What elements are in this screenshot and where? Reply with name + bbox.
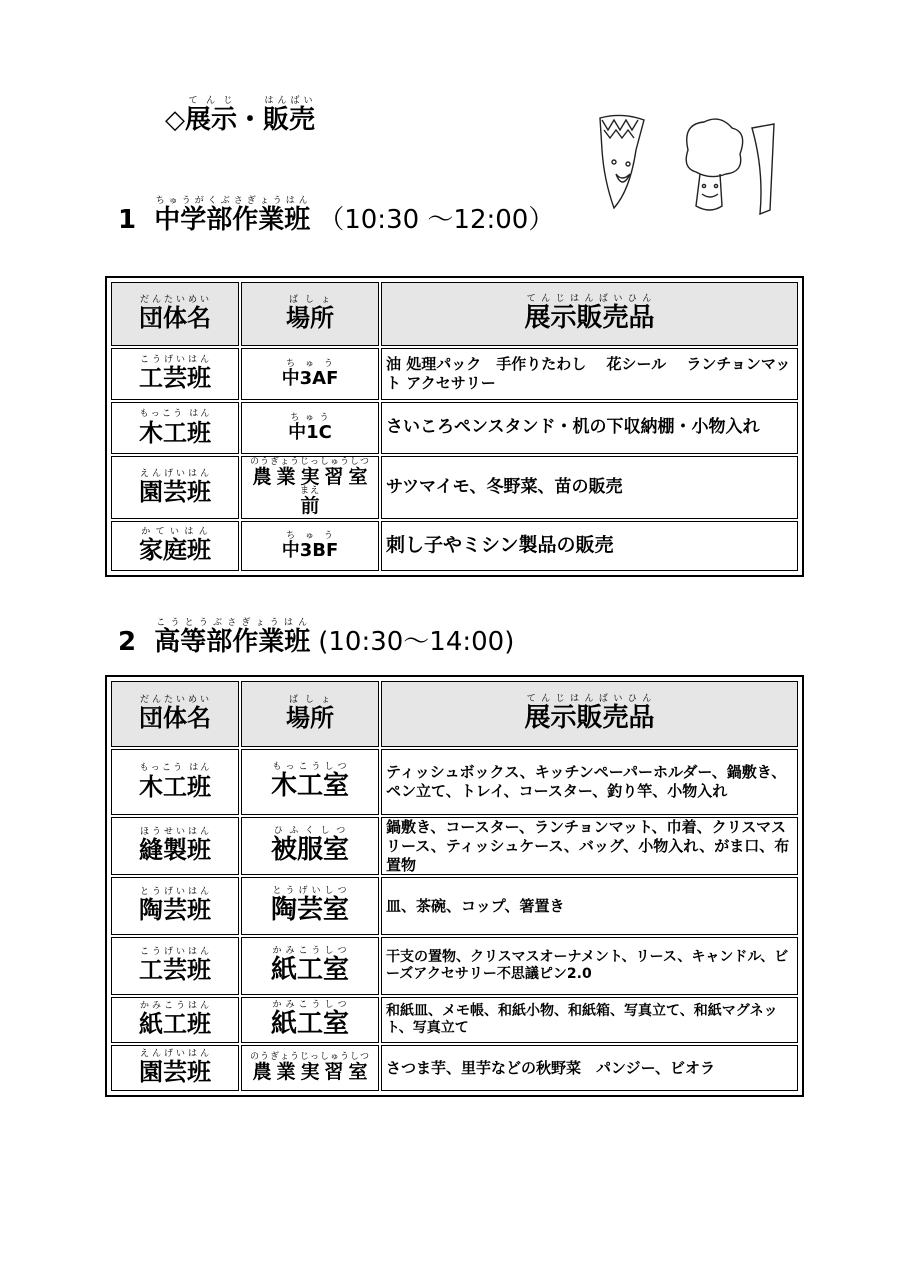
place-cell: 中1Cちゅう	[241, 402, 379, 454]
table-row	[111, 348, 798, 400]
group-name-cell: 縫製班ほうせいはん	[111, 817, 239, 875]
place-cell: 紙工室かみこうしつ	[241, 997, 379, 1043]
group-name-cell: 家庭班かていはん	[111, 521, 239, 571]
group-name-cell: 木工班もっこう はん	[111, 402, 239, 454]
group-name-cell: 工芸班こうげいはん	[111, 348, 239, 400]
group-name-cell: 木工班もっこう はん	[111, 749, 239, 815]
items-cell: 干支の置物、クリスマスオーナメント、リース、キャンドル、ビーズアクセサリー不思議ピン2.0	[381, 937, 798, 995]
table-row	[111, 1045, 798, 1091]
group-name-cell: 工芸班こうげいはん	[111, 937, 239, 995]
table-row	[111, 521, 798, 571]
header-place: 場所ばしょ	[241, 681, 379, 747]
table-header-row	[111, 282, 798, 346]
items-cell: サツマイモ、冬野菜、苗の販売	[381, 456, 798, 519]
items-cell: さいころペンスタンド・机の下収納棚・小物入れ	[381, 402, 798, 454]
header-group-name: 団体名だんたいめい	[111, 681, 239, 747]
items-cell: 鍋敷き、コースター、ランチョンマット、巾着、クリスマスリース、ティッシュケース、バッグ、小物入れ、がま口、布置物	[381, 817, 798, 875]
header-group-name: 団体名だんたいめい	[111, 282, 239, 346]
items-cell: 皿、茶碗、コップ、箸置き	[381, 877, 798, 935]
items-cell: さつま芋、里芋などの秋野菜 パンジー、ビオラ	[381, 1045, 798, 1091]
table-header-row	[111, 681, 798, 747]
section-heading-high-school: 2 高等部作業班こうとうぶさぎょうはん(10:30〜14:00)	[118, 618, 515, 657]
group-name-cell: 園芸班えんげいはん	[111, 1045, 239, 1091]
table-row	[111, 749, 798, 815]
table-row	[111, 877, 798, 935]
group-name-cell: 陶芸班とうげいはん	[111, 877, 239, 935]
group-name-cell: 園芸班えんげいはん	[111, 456, 239, 519]
header-items: 展示販売品てんじはんばいひん	[381, 681, 798, 747]
place-cell: 紙工室かみこうしつ	[241, 937, 379, 995]
table-row	[111, 997, 798, 1043]
items-cell: ティッシュボックス、キッチンペーパーホルダー、鍋敷き、ペン立て、トレイ、コースター、釣り竿、小物入れ	[381, 749, 798, 815]
diamond-icon: ◇	[165, 105, 185, 135]
table-row	[111, 817, 798, 875]
mascot-drawing-icon	[592, 110, 792, 230]
page-title: ◇展示てんじ・販売はんばい	[165, 96, 316, 135]
table-row	[111, 937, 798, 995]
place-cell: 陶芸室とうげいしつ	[241, 877, 379, 935]
place-cell: 木工室もっこうしつ	[241, 749, 379, 815]
group-name-cell: 紙工班かみこうはん	[111, 997, 239, 1043]
place-cell: 農業実習室のうぎょうじっしゅうしつ	[241, 1045, 379, 1091]
items-cell: 刺し子やミシン製品の販売	[381, 521, 798, 571]
table-row	[111, 402, 798, 454]
header-place: 場所ばしょ	[241, 282, 379, 346]
items-cell: 和紙皿、メモ帳、和紙小物、和紙箱、写真立て、和紙マグネット、写真立て	[381, 997, 798, 1043]
place-cell: 被服室ひふくしつ	[241, 817, 379, 875]
items-cell: 油 処理パック 手作りたわし 花シール ランチョンマット アクセサリー	[381, 348, 798, 400]
exhibit-table-middle-school	[105, 276, 804, 577]
place-cell: 中3AFちゅう	[241, 348, 379, 400]
header-items: 展示販売品てんじはんばいひん	[381, 282, 798, 346]
section-heading-middle-school: 1 中学部作業班ちゅうがくぶさぎょうはん（10:30 〜12:00）	[118, 196, 555, 235]
table-row	[111, 456, 798, 519]
place-cell: 農業実習室前のうぎょうじっしゅうしつ まえ	[241, 456, 379, 519]
exhibit-table-high-school	[105, 675, 804, 1097]
place-cell: 中3BFちゅう	[241, 521, 379, 571]
